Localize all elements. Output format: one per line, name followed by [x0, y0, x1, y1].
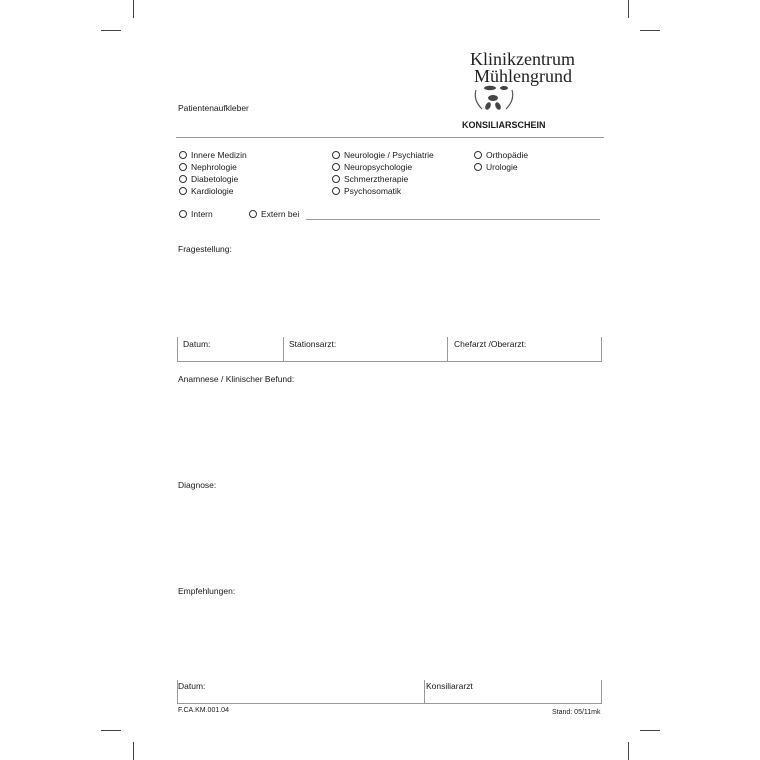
radio-label: Kardiologie: [191, 186, 234, 196]
radio-circle[interactable]: [179, 210, 187, 218]
radio-label: Neuropsychologie: [344, 162, 413, 172]
radio-circle[interactable]: [179, 187, 187, 195]
patient-sticker-label: Patientenaufkleber: [178, 103, 249, 113]
form-stand: Stand: 05/11mk: [552, 709, 601, 716]
final-row-bottom: [177, 703, 602, 704]
radio-label: Urologie: [486, 162, 518, 172]
extern-line-field[interactable]: [306, 219, 600, 220]
radio-diabetologie[interactable]: [179, 174, 238, 184]
crop-mark: [640, 30, 660, 31]
radio-psychosomatik[interactable]: [332, 186, 401, 196]
radio-extern[interactable]: [249, 209, 299, 219]
sign-row-bottom: [177, 361, 602, 362]
crop-mark: [133, 0, 134, 18]
radio-label: Psychosomatik: [344, 186, 402, 196]
radio-urologie[interactable]: [474, 162, 518, 172]
radio-label: Extern bei: [261, 209, 300, 219]
radio-label: Schmerztherapie: [344, 174, 409, 184]
radio-circle[interactable]: [332, 187, 340, 195]
radio-nephrologie[interactable]: [179, 162, 237, 172]
crop-mark: [133, 742, 134, 760]
final-date-label: Datum:: [178, 681, 206, 691]
radio-circle[interactable]: [179, 163, 187, 171]
radio-circle[interactable]: [474, 151, 482, 159]
radio-circle[interactable]: [332, 163, 340, 171]
consultant-label: Konsiliararzt: [426, 681, 473, 691]
clinic-logo-icon: [470, 84, 518, 112]
question-label: Fragestellung:: [178, 244, 232, 254]
radio-label: Nephrologie: [191, 162, 237, 172]
crop-mark: [640, 730, 660, 731]
radio-circle[interactable]: [474, 163, 482, 171]
radio-circle[interactable]: [249, 210, 257, 218]
sign-date-label: Datum:: [183, 339, 211, 349]
radio-kardiologie[interactable]: [179, 186, 234, 196]
radio-label: Intern: [191, 209, 213, 219]
radio-innere-medizin[interactable]: [179, 150, 247, 160]
recommendations-label: Empfehlungen:: [178, 586, 236, 596]
sign-ward-doctor-label: Stationsarzt:: [289, 339, 337, 349]
radio-label: Diabetologie: [191, 174, 239, 184]
sign-row-divider: [283, 337, 284, 361]
header-divider: [176, 137, 604, 138]
diagnosis-label: Diagnose:: [178, 480, 217, 490]
sign-row-divider: [447, 337, 448, 361]
radio-intern[interactable]: [179, 209, 213, 219]
final-row-right-border: [601, 680, 602, 703]
final-row-divider: [424, 680, 425, 703]
sign-chief-doctor-label: Chefarzt /Oberarzt:: [454, 339, 527, 349]
history-label: Anamnese / Klinischer Befund:: [178, 374, 295, 384]
radio-circle[interactable]: [179, 175, 187, 183]
crop-mark: [101, 30, 121, 31]
radio-label: Orthopädie: [486, 150, 529, 160]
radio-circle[interactable]: [332, 175, 340, 183]
form-code: F.CA.KM.001.04: [178, 707, 229, 714]
crop-mark: [101, 730, 121, 731]
radio-label: Neurologie / Psychiatrie: [344, 150, 434, 160]
radio-neurologie-psychiatrie[interactable]: [332, 150, 434, 160]
radio-schmerztherapie[interactable]: [332, 174, 408, 184]
clinic-name-line2: Mühlengrund: [474, 66, 572, 86]
crop-mark: [628, 0, 629, 18]
radio-label: Innere Medizin: [191, 150, 247, 160]
clinic-name-line1: Klinikzentrum: [470, 49, 575, 69]
form-title: KONSILIARSCHEIN: [462, 120, 546, 130]
radio-orthopaedie[interactable]: [474, 150, 528, 160]
radio-neuropsychologie[interactable]: [332, 162, 412, 172]
radio-circle[interactable]: [179, 151, 187, 159]
sign-row-left-border: [177, 337, 178, 361]
radio-circle[interactable]: [332, 151, 340, 159]
sign-row-right-border: [601, 337, 602, 361]
crop-mark: [628, 742, 629, 760]
